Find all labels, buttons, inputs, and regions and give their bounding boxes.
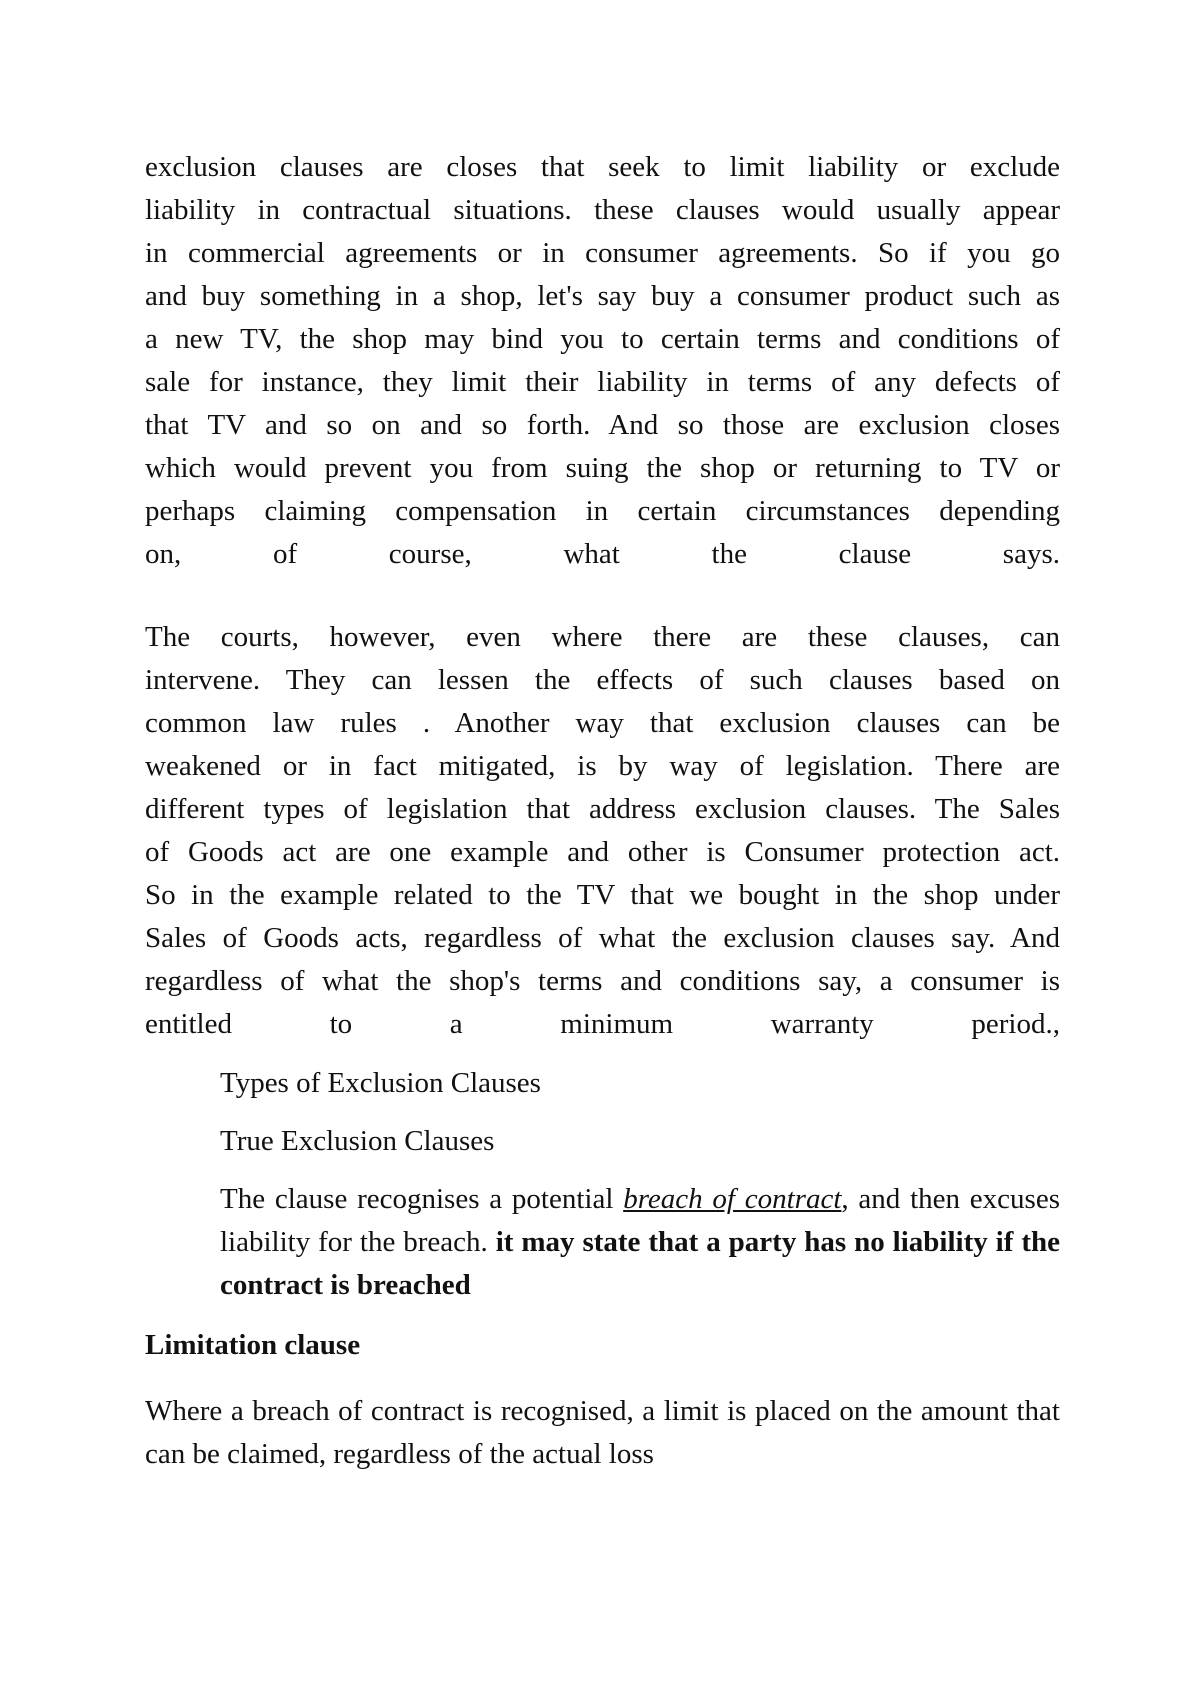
paragraph-line: common law rules . Another way that exclusion clauses can be [145, 707, 1060, 739]
types-heading: Types of Exclusion Clauses [220, 1067, 541, 1099]
paragraph-line: which would prevent you from suing the shop or returning to TV or [145, 452, 1060, 484]
paragraph-line: weakened or in fact mitigated, is by way of legislation. There are [145, 750, 1060, 782]
paragraph-line: Sales of Goods acts, regardless of what the exclusion clauses say. And [145, 922, 1060, 954]
paragraph-line: on, of course, what the clause says. [145, 538, 1060, 570]
paragraph-line: entitled to a minimum warranty period., [145, 1008, 1060, 1040]
paragraph-line: So in the example related to the TV that we bought in the shop under [145, 879, 1060, 911]
paragraph-line: different types of legislation that address exclusion clauses. The Sales [145, 793, 1060, 825]
paragraph-line: exclusion clauses are closes that seek to limit liability or exclude [145, 151, 1060, 183]
description-text: The clause recognises a potential [220, 1183, 624, 1215]
paragraph-line: perhaps claiming compensation in certain circumstances depending [145, 495, 1060, 527]
true-exclusion-description [220, 1178, 1060, 1307]
document-page [145, 146, 1060, 1476]
paragraph-spacer [145, 576, 1060, 616]
true-exclusion-heading: True Exclusion Clauses [220, 1125, 495, 1157]
paragraph-line: and buy something in a shop, let's say buy a consumer product such as [145, 280, 1060, 312]
limitation-clause-heading: Limitation clause [145, 1329, 361, 1361]
limitation-clause-text: Where a breach of contract is recognised, a limit is placed on the amount that can be claimed, regardless of the actual loss [145, 1395, 1060, 1470]
breach-of-contract-link[interactable]: breach of contract [623, 1183, 842, 1215]
paragraph-line: liability in contractual situations. these clauses would usually appear [145, 194, 1060, 226]
paragraph-line: intervene. They can lessen the effects of such clauses based on [145, 664, 1060, 696]
paragraph-line: a new TV, the shop may bind you to certain terms and conditions of [145, 323, 1060, 355]
paragraph-line: in commercial agreements or in consumer agreements. So if you go [145, 237, 1060, 269]
paragraph-line: of Goods act are one example and other is Consumer protection act. [145, 836, 1060, 868]
description-text: , and then excuses liability for the breach. [220, 1183, 1060, 1258]
paragraph-exclusion-intro [145, 146, 1060, 576]
paragraph-courts-legislation [145, 616, 1060, 1046]
description-bold-text: it may state that a party has no liability if the contract is breached [220, 1226, 1060, 1301]
paragraph-line: sale for instance, they limit their liability in terms of any defects of [145, 366, 1060, 398]
paragraph-line: regardless of what the shop's terms and conditions say, a consumer is [145, 965, 1060, 997]
paragraph-line: The courts, however, even where there are these clauses, can [145, 621, 1060, 653]
exclusion-types-section [220, 1062, 1060, 1307]
paragraph-line: that TV and so on and so forth. And so those are exclusion closes [145, 409, 1060, 441]
